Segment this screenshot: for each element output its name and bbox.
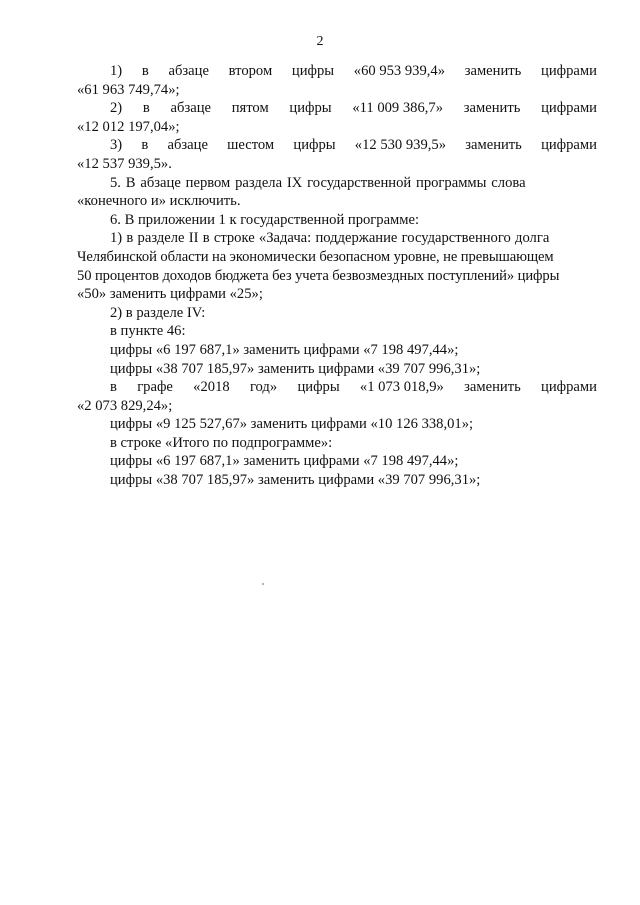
scan-speck	[262, 583, 264, 585]
word: цифрами	[541, 100, 597, 117]
text-line-23: цифры «38 707 185,97» заменить цифрами «39 707 996,31»;	[110, 472, 481, 489]
word: «12 530 939,5»	[354, 137, 447, 154]
word: цифры	[297, 379, 340, 396]
word: заменить	[464, 63, 522, 79]
word: в	[141, 63, 149, 79]
text-line-11: Челябинской области на экономически безопасном уровне, не превышающем	[77, 248, 554, 265]
text-line-10: 1) в разделе II в строке «Задача: поддержание государственного долга	[110, 230, 550, 247]
text-line-8: «конечного и» исключить.	[77, 193, 241, 210]
text-line-2: «61 963 749,74»;	[77, 81, 180, 98]
text-line-19: «2 073 829,24»;	[77, 397, 173, 414]
word: в	[141, 137, 149, 154]
word: втором	[228, 63, 273, 79]
word: 1)	[110, 63, 123, 79]
word: 2)	[110, 100, 123, 117]
text-line-22: цифры «6 197 687,1» заменить цифрами «7 198 497,44»;	[110, 453, 459, 470]
word: абзаце	[170, 100, 211, 117]
word: заменить	[465, 137, 522, 154]
text-line-18	[77, 378, 597, 397]
word: цифрами	[541, 137, 597, 154]
text-line-14: 2) в разделе IV:	[110, 304, 206, 321]
text-line-1	[77, 62, 597, 81]
text-line-17: цифры «38 707 185,97» заменить цифрами «39 707 996,31»;	[110, 360, 481, 377]
text-line-13: «50» заменить цифрами «25»;	[77, 286, 263, 303]
word: цифрами	[541, 379, 597, 396]
page-number: 2	[316, 34, 324, 49]
word: шестом	[227, 137, 275, 154]
text-line-3	[77, 99, 597, 118]
text-line-20: цифры «9 125 527,67» заменить цифрами «10 126 338,01»;	[110, 416, 474, 433]
word: в	[110, 379, 117, 396]
word: год»	[249, 379, 278, 396]
word: 3)	[110, 137, 123, 154]
text-line-21: в строке «Итого по подпрограмме»:	[110, 434, 333, 451]
text-line-7: 5. В абзаце первом раздела IX государственной программы слова	[110, 174, 526, 191]
document-body	[77, 62, 597, 490]
word: цифрами	[541, 63, 597, 79]
word: абзаце	[167, 137, 208, 154]
text-line-9: 6. В приложении 1 к государственной программе:	[110, 211, 420, 228]
text-line-5	[77, 136, 597, 155]
text-line-12: 50 процентов доходов бюджета без учета безвозмездных поступлений» цифры	[77, 267, 560, 284]
text-line-15: в пункте 46:	[110, 323, 186, 340]
word: «11 009 386,7»	[352, 100, 444, 117]
word: заменить	[463, 100, 521, 117]
word: графе	[137, 379, 173, 396]
text-line-6: «12 537 939,5».	[77, 155, 172, 172]
word: цифры	[289, 100, 332, 117]
word: абзаце	[168, 63, 209, 79]
word: цифры	[293, 137, 336, 154]
word: «1 073 018,9»	[359, 379, 444, 396]
word: в	[142, 100, 150, 117]
text-line-4: «12 012 197,04»;	[77, 118, 180, 135]
word: пятом	[231, 100, 269, 117]
word: цифры	[291, 63, 335, 79]
word: «60 953 939,4»	[353, 63, 445, 79]
word: заменить	[464, 379, 521, 396]
text-line-16: цифры «6 197 687,1» заменить цифрами «7 198 497,44»;	[110, 341, 459, 358]
word: «2018	[193, 379, 230, 396]
